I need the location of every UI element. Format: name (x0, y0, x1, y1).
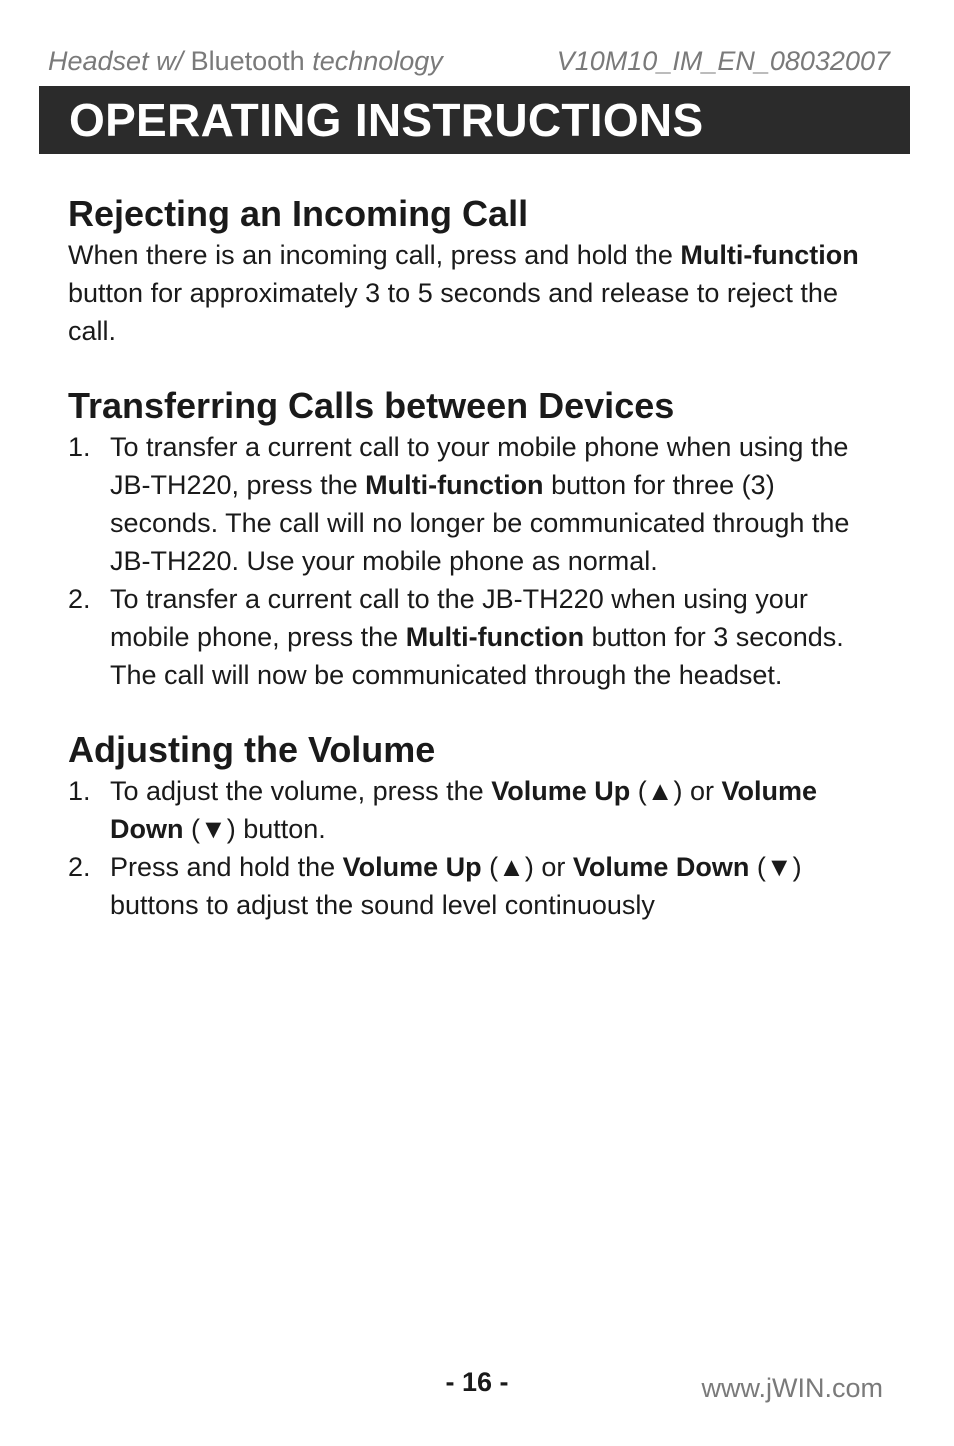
steps-list (68, 428, 888, 694)
button-name-emphasis: Volume Down (572, 852, 750, 882)
document-code: V10M10_IM_EN_08032007 (556, 46, 890, 76)
list-number: 2. (68, 852, 91, 882)
list-item (68, 772, 888, 848)
list-number: 2. (68, 584, 91, 614)
list-text: To transfer a current call to the JB-TH220 when using your mobile phone, press the (110, 584, 808, 652)
list-item (68, 848, 888, 924)
section-heading: Transferring Calls between Devices (68, 385, 675, 426)
list-text: button for three (3) seconds. The call will no longer be communicated through the JB-TH220. Use your mobile phone as normal. (110, 470, 850, 576)
steps-list (68, 772, 888, 924)
paragraph-text: When there is an incoming call, press and hold the (68, 240, 681, 270)
list-text: (▼) button. (183, 814, 326, 844)
page-title: OPERATING INSTRUCTIONS (69, 94, 704, 146)
list-number: 1. (68, 432, 91, 462)
section-heading: Rejecting an Incoming Call (68, 193, 529, 234)
list-text: Press and hold the (110, 852, 343, 882)
list-text: button for 3 seconds. The call will now be communicated through the headset. (110, 622, 844, 690)
button-name-emphasis: Multi-function (365, 470, 544, 500)
list-text: (▼) buttons to adjust the sound level continuously (110, 852, 802, 920)
product-name (48, 46, 443, 77)
list-text: (▲) or (481, 852, 573, 882)
list-text: To adjust the volume, press the (110, 776, 492, 806)
running-header (48, 46, 890, 80)
list-item (68, 580, 888, 694)
section-rejecting-call (68, 192, 888, 350)
paragraph-text: button for approximately 3 to 5 seconds and release to reject the call. (68, 278, 838, 346)
list-text: (▲) or (630, 776, 722, 806)
product-name-part-3: technology (312, 46, 443, 76)
page-content (68, 192, 888, 958)
list-number: 1. (68, 776, 91, 806)
page-number: - 16 - (445, 1367, 509, 1397)
section-banner (39, 86, 910, 154)
section-transferring-calls (68, 384, 888, 694)
list-item (68, 428, 888, 580)
button-name-emphasis: Volume Up (491, 776, 631, 806)
list-text: To transfer a current call to your mobile phone when using the JB-TH220, press the (110, 432, 849, 500)
website-url: www.jWIN.com (701, 1373, 883, 1403)
button-name-emphasis: Volume Down (110, 776, 817, 844)
section-paragraph (68, 236, 888, 350)
section-adjusting-volume (68, 728, 888, 924)
button-name-emphasis: Multi-function (405, 622, 585, 652)
button-name-emphasis: Volume Up (342, 852, 482, 882)
section-heading: Adjusting the Volume (68, 729, 436, 770)
button-name-emphasis: Multi-function (680, 240, 859, 270)
product-name-part-2: Bluetooth (190, 46, 305, 76)
product-name-part-1: Headset w/ (48, 46, 184, 76)
